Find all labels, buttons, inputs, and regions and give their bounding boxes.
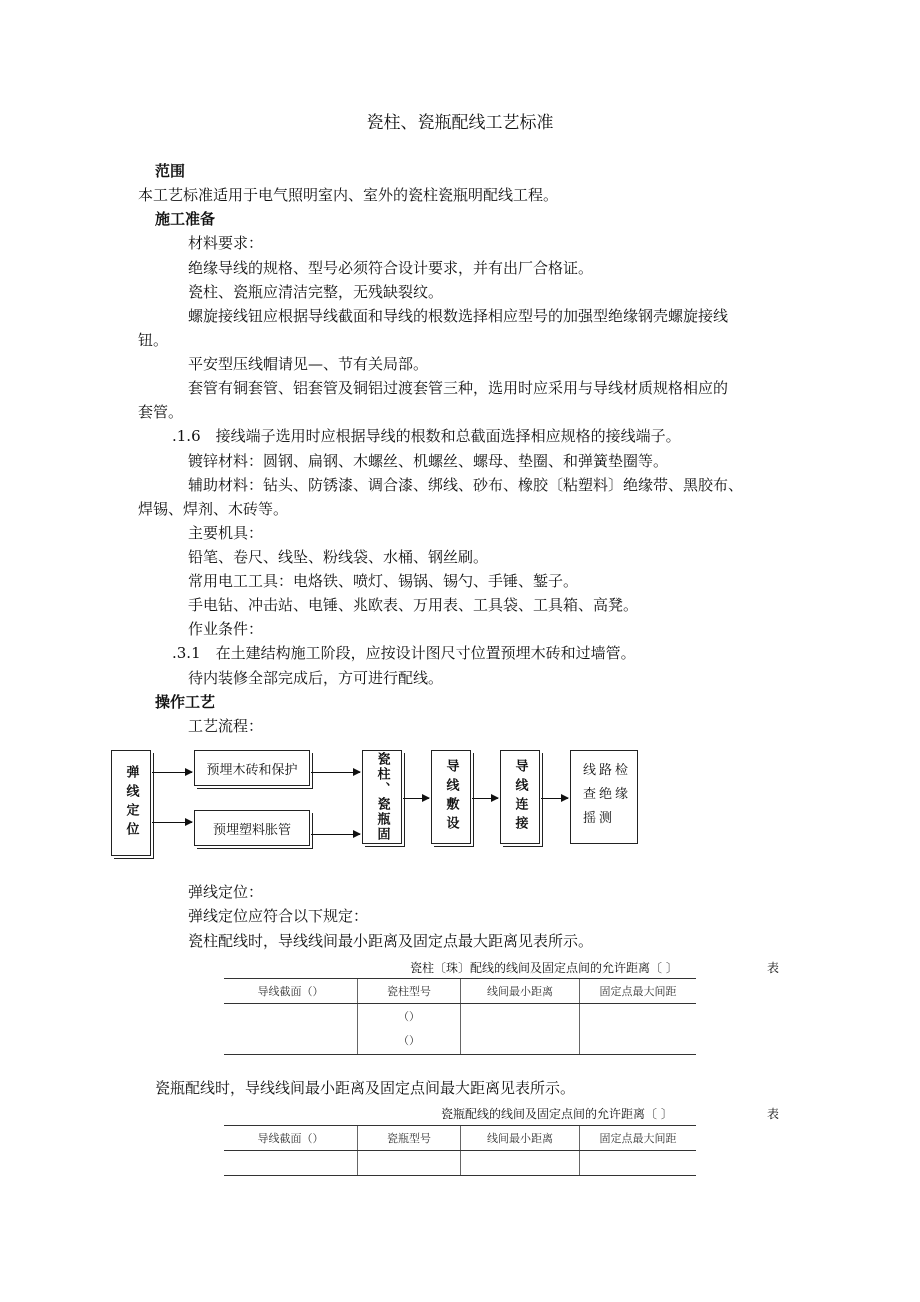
text-line: 手电钻、冲击站、电锤、兆欧表、万用表、工具袋、工具箱、高凳。: [188, 596, 639, 614]
text-line: 主要机具：: [188, 524, 264, 542]
table-porcelain-post: [224, 978, 696, 1055]
paragraph: 本工艺标准适用于电气照明室内、室外的瓷柱瓷瓶明配线工程。: [138, 186, 559, 204]
column-header: 瓷瓶型号: [358, 1126, 461, 1151]
flow-step-f: [570, 750, 638, 844]
cell-value: （）: [398, 1010, 420, 1023]
flow-step-e: 导线连接: [500, 750, 540, 844]
flow-step-c: 瓷柱、瓷瓶固: [362, 750, 402, 844]
paragraph: 瓷瓶配线时，导线线间最小距离及固定点间最大距离见表所示。: [155, 1079, 576, 1097]
text-line: 镀锌材料：圆钢、扁钢、木螺丝、机螺丝、螺母、垫圈、和弹簧垫圈等。: [188, 452, 669, 470]
doc-title: 瓷柱、瓷瓶配线工艺标准: [366, 113, 554, 133]
column-header: 固定点最大间距: [580, 1126, 697, 1151]
arrow-icon: [311, 834, 360, 835]
column-header: 线间最小距离: [461, 979, 580, 1004]
flow-step-f-line: 查绝缘: [583, 787, 632, 802]
table-cell: [580, 1004, 697, 1055]
table-cell: [224, 1151, 358, 1176]
text-line: 材料要求：: [188, 234, 264, 252]
table2-caption: 瓷瓶配线的线间及固定点间的允许距离〔 〕: [441, 1107, 673, 1121]
text-line: 钮。: [138, 331, 169, 349]
text-line: 常用电工工具：电烙铁、喷灯、锡锅、锡勺、手锤、錾子。: [188, 572, 579, 590]
table-porcelain-bottle: [224, 1125, 696, 1176]
column-header: 瓷柱型号: [358, 979, 461, 1004]
table-cell: [358, 1004, 461, 1055]
table-cell: [461, 1004, 580, 1055]
cell-value: （）: [398, 1034, 420, 1047]
arrow-icon: [311, 772, 360, 773]
text-line: 待内装修全部完成后，方可进行配线。: [188, 669, 444, 687]
text-line: 弹线定位：: [188, 883, 264, 901]
flow-step-a: 预埋木砖和保护: [194, 750, 310, 786]
table1-label: 表: [767, 961, 780, 975]
flow-step-d: 导线敷设: [431, 750, 471, 844]
text-line: 螺旋接线钮应根据导线截面和导线的根数选择相应型号的加强型绝缘钢壳螺旋接线: [188, 307, 729, 325]
column-header: 导线截面（）: [224, 979, 358, 1004]
arrow-icon: [152, 822, 192, 823]
arrow-icon: [152, 772, 192, 773]
text-line: 瓷柱配线时，导线线间最小距离及固定点最大距离见表所示。: [188, 932, 594, 950]
text-line: 绝缘导线的规格、型号必须符合设计要求，并有出厂合格证。: [188, 259, 594, 277]
column-header: 导线截面（）: [224, 1126, 358, 1151]
flow-step-f-line: 线路检: [583, 763, 632, 778]
arrow-icon: [541, 798, 568, 799]
section-heading-prep: 施工准备: [155, 210, 216, 228]
text-line: .1.6 接线端子选用时应根据导线的根数和总截面选择相应规格的接线端子。: [172, 427, 681, 445]
section-heading-scope: 范围: [155, 162, 186, 180]
text-line: 套管有铜套管、铝套管及铜铝过渡套管三种，选用时应采用与导线材质规格相应的: [188, 379, 729, 397]
flow-step-start: 弹线定位: [111, 750, 151, 856]
flow-step-b: 预埋塑料胀管: [194, 810, 310, 846]
arrow-icon: [472, 798, 498, 799]
table-cell: [358, 1151, 461, 1176]
table-cell: [580, 1151, 697, 1176]
text-line: 平安型压线帽请见—、节有关局部。: [188, 355, 429, 373]
table-cell: [224, 1004, 358, 1055]
text-line: .3.1 在土建结构施工阶段，应按设计图尺寸位置预埋木砖和过墙管。: [172, 644, 636, 662]
text-line: 铅笔、卷尺、线坠、粉线袋、水桶、钢丝刷。: [188, 548, 489, 566]
table1-caption: 瓷柱〔珠〕配线的线间及固定点间的允许距离〔 〕: [410, 961, 678, 975]
flow-step-f-line: 摇测: [583, 811, 616, 826]
text-line: 弹线定位应符合以下规定：: [188, 907, 369, 925]
section-heading-process: 操作工艺: [155, 693, 216, 711]
text-line: 作业条件：: [188, 620, 264, 638]
table-cell: [461, 1151, 580, 1176]
text-line: 工艺流程：: [188, 717, 264, 735]
column-header: 固定点最大间距: [580, 979, 697, 1004]
text-line: 套管。: [138, 403, 184, 421]
text-line: 焊锡、焊剂、木砖等。: [138, 500, 289, 518]
column-header: 线间最小距离: [461, 1126, 580, 1151]
text-line: 辅助材料：钻头、防锈漆、调合漆、绑线、砂布、橡胶〔粘塑料〕绝缘带、黑胶布、: [188, 476, 744, 494]
text-line: 瓷柱、瓷瓶应清洁完整，无残缺裂纹。: [188, 283, 444, 301]
table2-label: 表: [767, 1107, 780, 1121]
arrow-icon: [403, 798, 429, 799]
